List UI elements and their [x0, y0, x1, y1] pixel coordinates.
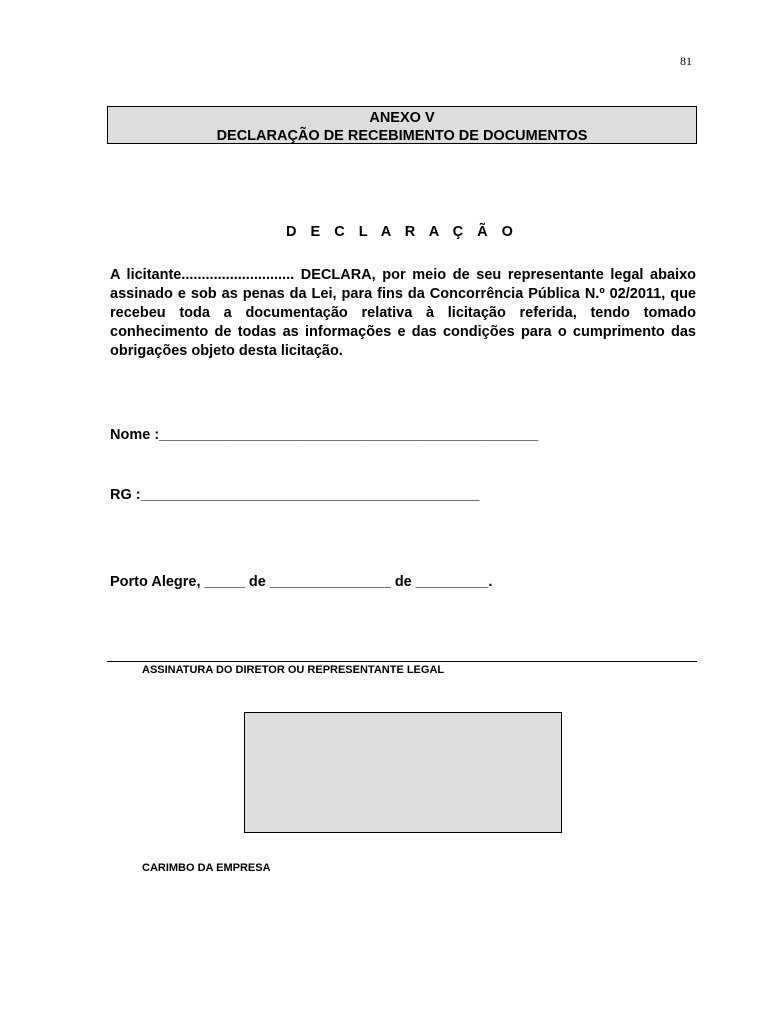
rg-field: RG :__________________________________________: [110, 487, 480, 503]
annex-header-box: [107, 106, 697, 144]
declaration-body: A licitante............................ DECLARA, por meio de seu representante legal abaixo assinado e sob as penas da Lei, para fins da Concorrência Pública N.º 02/2011, que recebeu toda a documentação relativa à licitação referida, tendo tomado conhecimento de todas as informações e das condições para o cumprimento das obrigações objeto desta licitação.: [110, 267, 696, 359]
annex-subtitle: DECLARAÇÃO DE RECEBIMENTO DE DOCUMENTOS: [216, 128, 588, 144]
signature-label: ASSINATURA DO DIRETOR OU REPRESENTANTE LEGAL: [142, 664, 445, 676]
annex-title: ANEXO V: [369, 110, 435, 126]
date-field: Porto Alegre, _____ de _______________ de _________.: [110, 574, 493, 590]
stamp-box: [244, 712, 562, 833]
declaration-title: D E C L A R A Ç Ã O: [286, 224, 518, 240]
nome-field: Nome :_______________________________________________: [110, 427, 539, 443]
page-number: 81: [680, 54, 692, 68]
stamp-label: CARIMBO DA EMPRESA: [142, 862, 271, 874]
signature-line: [107, 661, 697, 662]
